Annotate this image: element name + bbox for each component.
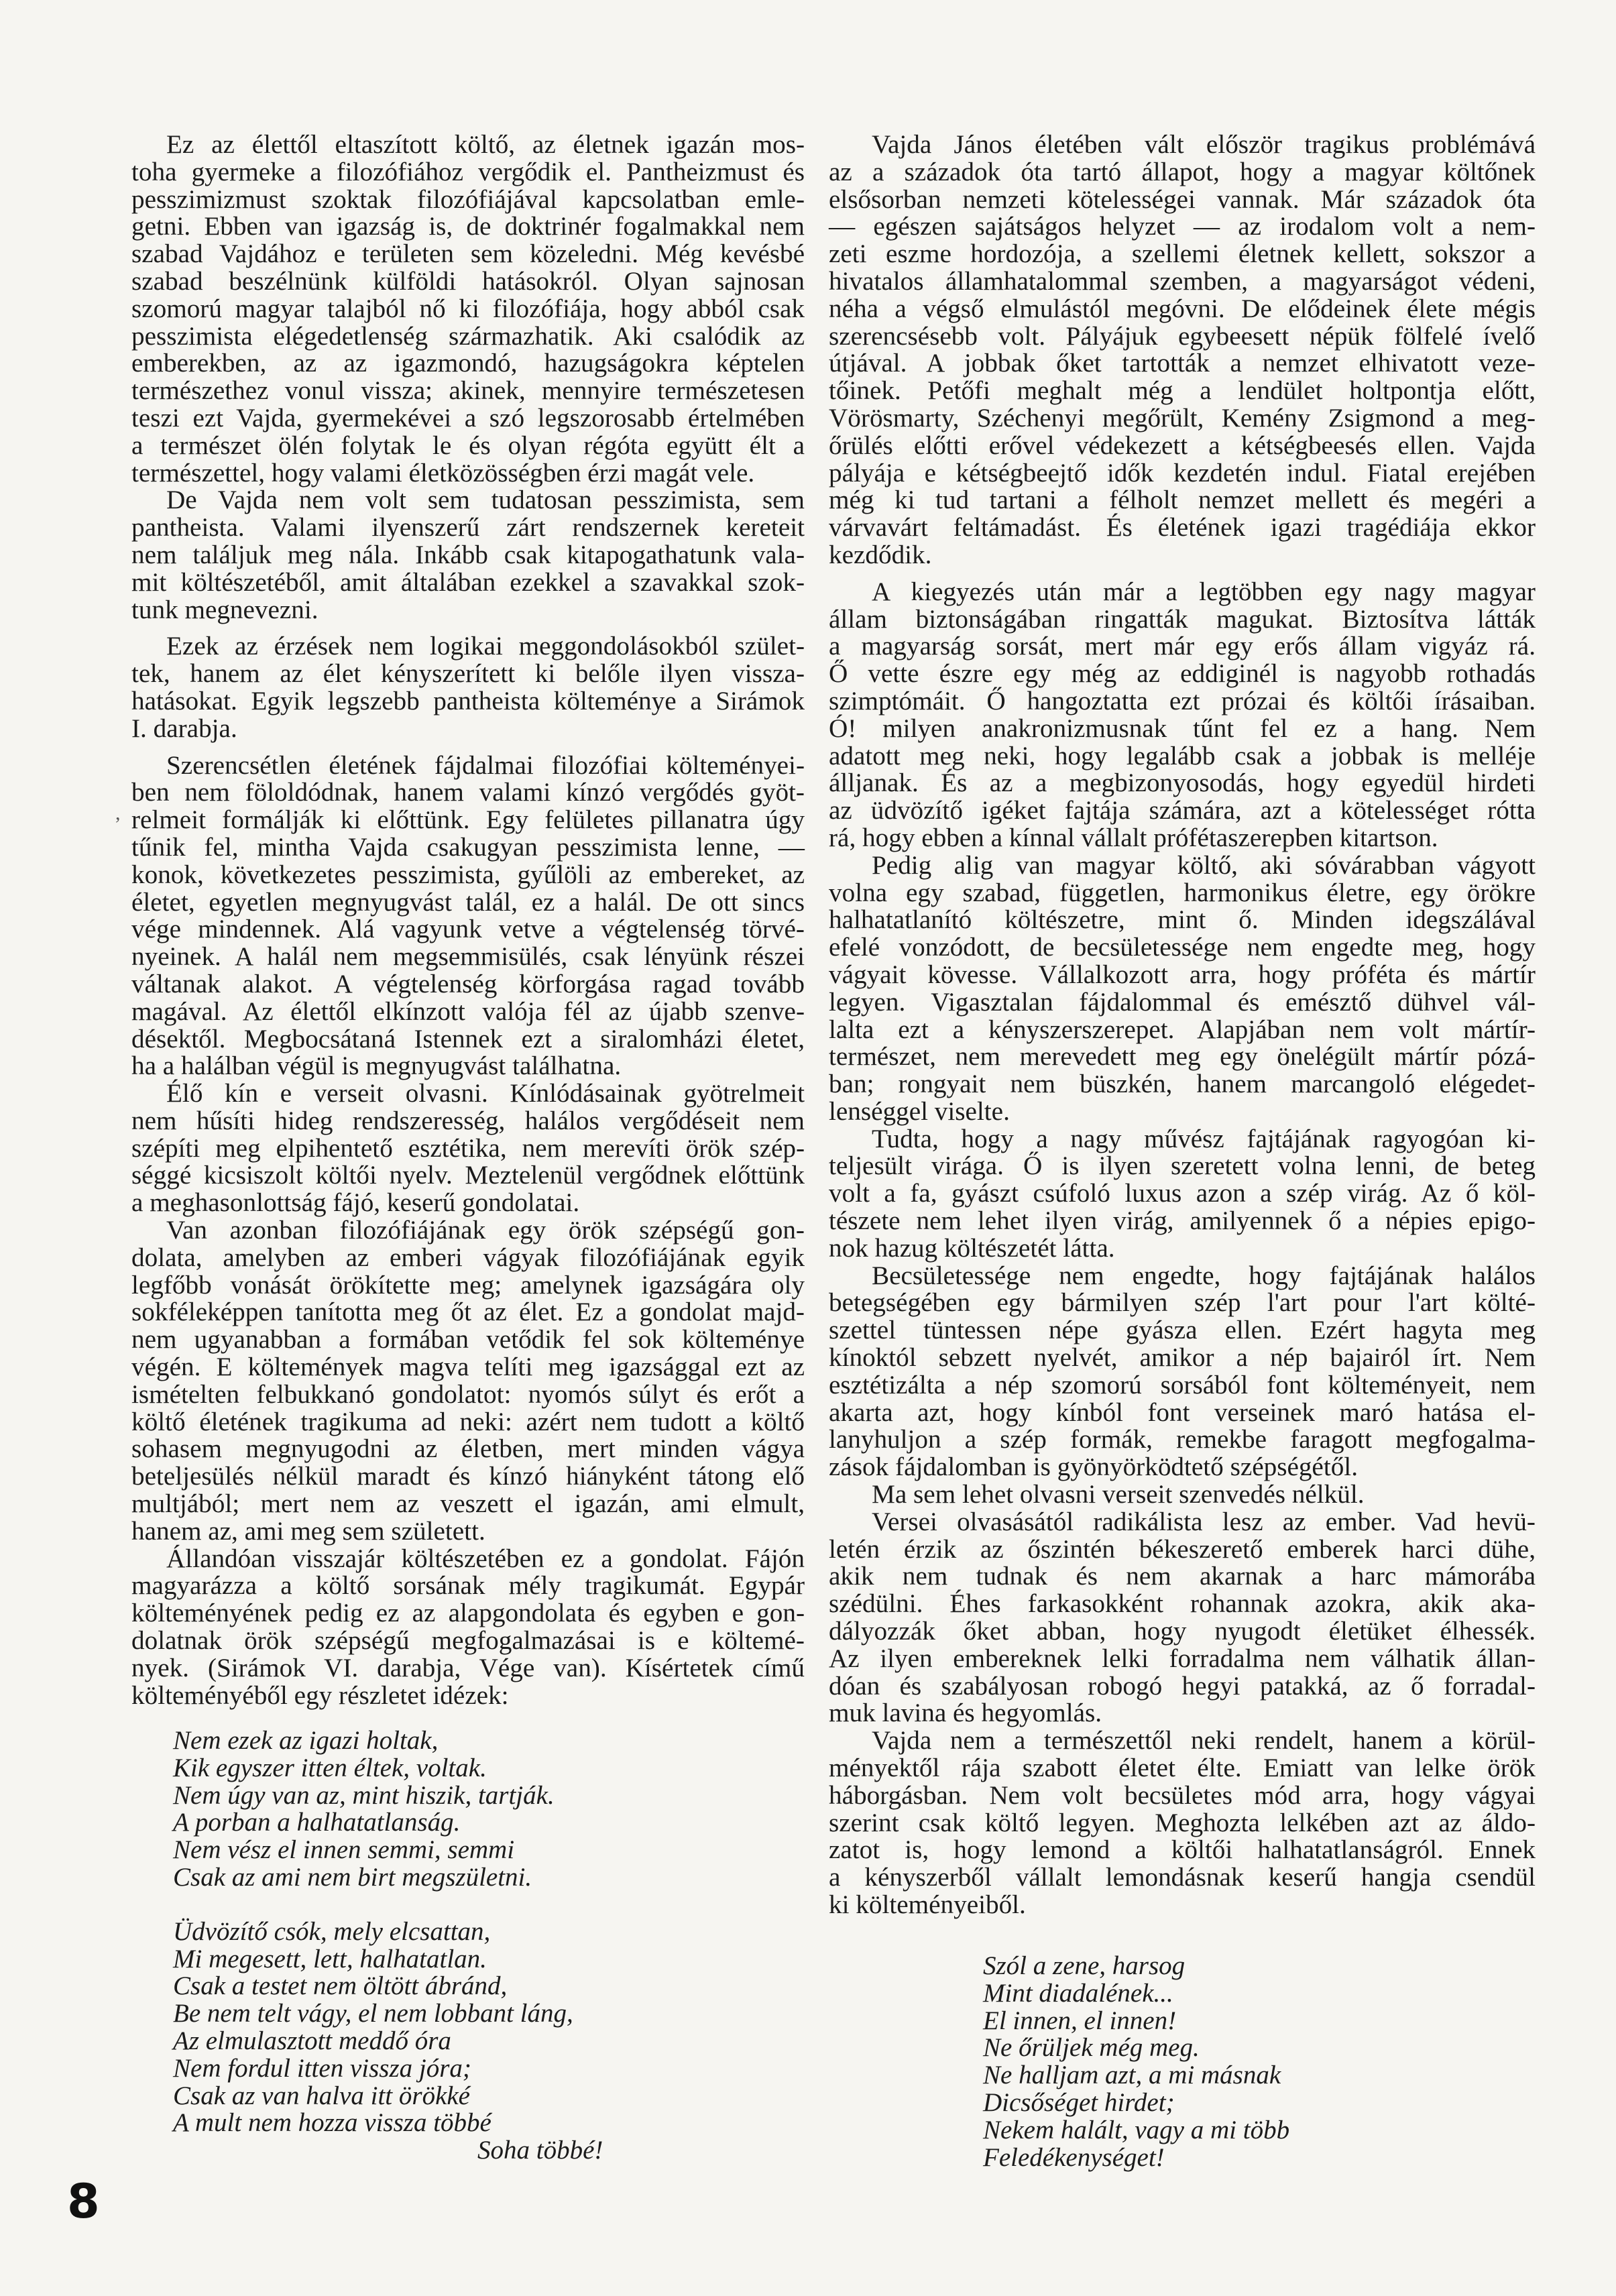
text-line: toha gyermeke a filozófiához vergődik el. Pantheizmust és — [131, 157, 805, 186]
text-line: lenséggel viselte. — [829, 1096, 1010, 1126]
poem-line: Csak a testet nem öltött ábránd, — [173, 1971, 508, 2001]
text-line: teszi ezt Vajda, gyermekévei a szó legszorosabb értelmében — [131, 403, 805, 433]
text-line: életet, egyetlen megnyugvást talál, ez a halál. De ott sincs — [131, 887, 805, 917]
poem-line: Ne halljam azt, a mi másnak — [983, 2061, 1281, 2090]
text-line: nok hazug költészetét látta. — [829, 1233, 1115, 1263]
poem-line: Csak az van halva itt örökké — [173, 2081, 470, 2110]
text-line: szabad beszélnünk külföldi hatásokról. Olyan sajnosan — [131, 266, 805, 296]
text-line: szépíti meg elpihentető esztétika, nem merevíti örök szép- — [131, 1133, 805, 1163]
text-line: Ma sem lehet olvasni verseit szenvedés nélkül. — [872, 1480, 1365, 1509]
text-line: halhatatlanító költészetre, mint ő. Minden idegszálával — [829, 905, 1536, 935]
poem-line: Nekem halált, vagy a mi több — [983, 2115, 1290, 2144]
text-line: kínoktól sebzett nyelvét, amikor a nép bajairól írt. Nem — [829, 1343, 1536, 1373]
text-line: szettel tüntessen népe gyásza ellen. Ezért hagyta meg — [829, 1316, 1536, 1345]
text-line: Élő kín e verseit olvasni. Kínlódásainak gyötrelmeit — [166, 1079, 805, 1108]
poem-line: Nem fordul itten vissza jóra; — [173, 2053, 471, 2083]
text-line: ben nem föloldódnak, hanem valami kínzó vergődés gyöt- — [131, 778, 805, 807]
right-column — [829, 131, 1536, 1919]
text-line: kezdődik. — [829, 540, 932, 569]
text-line: Versei olvasásától radikálista lesz az ember. Vad hevü- — [872, 1507, 1536, 1536]
text-line: a meghasonlottság fájó, keserű gondolatai. — [131, 1188, 580, 1218]
text-line: betegségében egy bármilyen szép l'art pour l'art költé- — [829, 1288, 1536, 1318]
text-line: útjával. A jobbak őket tartották a nemzet elhivatott veze- — [829, 349, 1536, 378]
poem-szol-a-zene — [983, 1953, 1289, 2171]
text-line: Tudta, hogy a nagy művész fajtájának ragyogóan ki- — [872, 1124, 1536, 1153]
text-line: az üdvözítő igéket fajtája számára, azt a kötelességet rótta — [829, 796, 1536, 825]
text-line: Van azonban filozófiájának egy örök szépségű gon- — [166, 1216, 805, 1245]
text-line: állam biztonságában ringatták magukat. Biztosítva látták — [829, 604, 1536, 634]
text-line: Becsületessége nem engedte, hogy fajtájának halálos — [872, 1261, 1536, 1290]
text-line: hatásokat. Egyik legszebb pantheista költeménye a Sirámok — [131, 686, 805, 715]
text-line: a magyarság sorsát, mert már egy erős állam vigyáz rá. — [829, 632, 1536, 661]
text-line: vágyait kövesse. Vállalkozott arra, hogy próféta és mártír — [829, 960, 1536, 989]
text-line: szabad Vajdához e területen sem közeledni. Még kevésbé — [131, 239, 805, 269]
text-line: pályája e kétségbeejtő idők kezdetén indul. Fiatal erejében — [829, 458, 1536, 487]
text-line: magyarázza a költő sorsának mély tragikumát. Egypár — [131, 1571, 805, 1601]
text-line: őrülés előtti erővel védekezett a kétségbeesés ellen. Vajda — [829, 431, 1536, 460]
text-line: zások fájdalomban is gyönyörködtető szépségétől. — [829, 1452, 1358, 1482]
text-line: nem hűsíti hideg rendszeresség, halálos vergődéseit nem — [131, 1106, 805, 1135]
text-line: dályozzák őket abban, hogy nyugodt életüket élhessék. — [829, 1617, 1536, 1646]
poem-line: Mint diadalének... — [983, 1978, 1173, 2008]
stanza-gap — [173, 1892, 603, 1918]
text-line: Ezek az érzések nem logikai meggondolásokból szület- — [166, 632, 805, 661]
text-line: relmeit formálják ki előttünk. Egy felületes pillanatra úgy — [131, 805, 805, 835]
text-line: a kényszerből vállalt lemondásnak keserű hangja csendül — [829, 1863, 1536, 1892]
text-line: volna egy szabad, független, harmonikus életre, egy örökre — [829, 878, 1536, 907]
text-line: természethez vonul vissza; akinek, mennyire természetesen — [131, 376, 805, 406]
text-line: mit költészetéből, amit általában ezekkel a szavakkal szok- — [131, 567, 805, 597]
text-line: költeményének pedig ez az alapgondolata és egyben e gon- — [131, 1599, 805, 1628]
page-number: 8 — [67, 2174, 100, 2229]
text-line: hanem az, ami meg sem született. — [131, 1516, 485, 1546]
text-line: költő életének tragikuma ad neki: azért nem tudott a költő — [131, 1407, 805, 1436]
text-line: Az ilyen embereknek lelki forradalma nem válhatik állan- — [829, 1644, 1536, 1673]
text-line: ban; rongyait nem büszkén, hanem marcangoló elégedet- — [829, 1070, 1536, 1099]
text-line: lanyhuljon a szép formák, remekbe faragott megfogalma- — [829, 1425, 1536, 1454]
poem-line: Szól a zene, harsog — [983, 1951, 1186, 1980]
text-line: — egészen sajátságos helyzet — az irodalom volt a nem- — [829, 212, 1536, 241]
poem-kisertetek-excerpt — [173, 1727, 603, 2165]
text-line: elsősorban nemzeti kötelességei vannak. Már századok óta — [829, 184, 1536, 214]
text-line: tészete nem lehet ilyen virág, amilyennek ő a népies epigo- — [829, 1206, 1536, 1236]
text-line: ismételten felbukkanó gondolatot: nyomós súlyt és erőt a — [131, 1379, 805, 1409]
poem-line: Mi megesett, lett, halhatatlan. — [173, 1944, 487, 1973]
text-line: várvavárt feltámadást. És életének igazi tragédiája ekkor — [829, 513, 1536, 542]
poem-line: Üdvözítő csók, mely elcsattan, — [173, 1916, 491, 1946]
poem-closing-line: Soha többé! — [477, 2136, 603, 2165]
poem-line: Ne őrüljek még meg. — [983, 2033, 1200, 2063]
text-line: természet, nem merevedett meg egy önelégült mártír pózá- — [829, 1042, 1536, 1072]
text-line: tek, hanem az élet kényszerített ki belőle ilyen vissza- — [131, 659, 805, 689]
left-column — [131, 131, 805, 1709]
text-line: esztétizálta a nép szomorú sorsából font költeményeit, nem — [829, 1370, 1536, 1399]
text-line: teljesült virága. Ő is ilyen szeretett volna lenni, de beteg — [829, 1151, 1536, 1181]
poem-line: A mult nem hozza vissza többé — [173, 2108, 492, 2138]
text-line: tűnik fel, mintha Vajda csakugyan pesszimista lenne, — — [131, 832, 805, 862]
text-line: hivatalos államhatalommal szemben, a magyarságot védeni, — [829, 266, 1536, 296]
text-line: háborgásban. Nem volt becsületes mód arra, hogy vágyai — [829, 1780, 1536, 1810]
text-line: ményektől rája szabott életet élte. Emiatt van lelke örök — [829, 1754, 1536, 1783]
text-line: költeményéből egy részletet idézek: — [131, 1680, 509, 1710]
poem-line: Csak az ami nem birt megszületni. — [173, 1862, 532, 1892]
text-line: akarta azt, hogy kínból font verseinek maró hatása el- — [829, 1397, 1536, 1427]
text-line: zeti eszme hordozója, a szellemi életnek kellett, sokszor a — [829, 239, 1536, 269]
poem-line: Feledékenységet! — [983, 2142, 1165, 2172]
text-line: rá, hogy ebben a kínnal vállalt prófétaszerepben kitartson. — [829, 823, 1438, 852]
text-line: séggé kicsiszolt költői nyelv. Meztelenül vergődnek előttünk — [131, 1161, 805, 1190]
text-line: tunk megnevezni. — [131, 595, 319, 624]
text-line: pesszimista elégedetlenség származhatik. Aki csalódik az — [131, 321, 805, 351]
text-line: dolata, amelyben az emberi vágyak filozófiájának egyik — [131, 1243, 805, 1272]
poem-line: Az elmulasztott meddő óra — [173, 2026, 451, 2055]
text-line: pantheista. Valami ilyenszerű zárt rendszernek kereteit — [131, 513, 805, 542]
poem-line: Kik egyszer itten éltek, voltak. — [173, 1753, 487, 1782]
text-line: végén. E költemények magva telíti meg igazsággal ezt az — [131, 1353, 805, 1382]
poem-line: A porban a halhatatlanság. — [173, 1808, 461, 1837]
poem-line: Be nem telt vágy, el nem lobbant láng, — [173, 1999, 573, 2028]
text-line: magával. Az élettől elkínzott valója fél az újabb szenve- — [131, 996, 805, 1026]
text-line: Vajda János életében vált először tragikus problémává — [872, 130, 1536, 159]
text-line: Pedig alig van magyar költő, aki sóvárabban vágyott — [872, 850, 1536, 880]
text-line: váltanak alakot. A végtelenség körforgása ragad tovább — [131, 969, 805, 998]
text-line: szerint csak költő legyen. Meghozta lelkében azt az áldo- — [829, 1808, 1536, 1837]
text-line: nyeinek. A halál nem megsemmisülés, csak lényünk részei — [131, 942, 805, 972]
text-line: sohasem megnyugodni az életben, mert minden vágya — [131, 1434, 805, 1464]
poem-line: Nem vész el innen semmi, semmi — [173, 1835, 515, 1865]
poem-line: El innen, el innen! — [983, 2006, 1177, 2035]
text-line: multjából; mert nem az veszett el igazán, ami elmult, — [131, 1489, 805, 1519]
text-line: szerencsésebb volt. Pályájuk egybeesett népük fölfelé ívelő — [829, 321, 1536, 351]
text-line: efelé vonzódott, de becsületessége nem engedte meg, hogy — [829, 933, 1536, 962]
text-line: adatott meg neki, hogy legalább csak a jobbak is melléje — [829, 741, 1536, 770]
text-line: nyek. (Sirámok VI. darabja, Vége van). Kísértetek című — [131, 1653, 805, 1682]
text-line: ha a halálban végül is megnyugvást találhatna. — [131, 1051, 622, 1081]
text-line: désektől. Megbocsátaná Istennek ezt a siralomházi életet, — [131, 1024, 805, 1053]
text-line: nem ugyanabban a formában vetődik fel sok költeménye — [131, 1325, 805, 1355]
text-line: néha a végső elmulástól megóvni. De elődeinek élete mégis — [829, 294, 1536, 323]
text-line: szédülni. Éhes farkasokként rohannak azokra, akik aka- — [829, 1589, 1536, 1619]
text-line: tőinek. Petőfi meghalt még a lendület holtpontja előtt, — [829, 376, 1536, 406]
text-line: legfőbb vonását örökítette meg; amelynek igazságára oly — [131, 1270, 805, 1300]
text-line: Ez az élettől eltaszított költő, az életnek igazán mos- — [166, 130, 805, 159]
text-line: Vajda nem a természettől neki rendelt, hanem a körül- — [872, 1726, 1536, 1756]
text-line: De Vajda nem volt sem tudatosan pesszimista, sem — [166, 485, 805, 515]
text-line: A kiegyezés után már a legtöbben egy nagy magyar — [872, 577, 1536, 606]
text-line: zatot is, hogy lemond a költői halhatatlanságról. Ennek — [829, 1835, 1536, 1865]
text-line: szomorú magyar talajból nő ki filozófiája, hogy abból csak — [131, 294, 805, 323]
text-line: vége mindennek. Alá vagyunk vetve a végtelenség törvé- — [131, 915, 805, 944]
text-line: még ki tud tartani a félholt nemzet mellett és megéri a — [829, 485, 1536, 515]
text-line: beteljesülés nélkül maradt és kínzó hiányként tátong elő — [131, 1462, 805, 1491]
text-line: Vörösmarty, Széchenyi megőrült, Kemény Zsigmond a meg- — [829, 403, 1536, 433]
text-line: emberekben, az az igazmondó, hazugságokra képtelen — [131, 349, 805, 378]
text-line: pesszimizmust szoktak filozófiájával kapcsolatban emle- — [131, 184, 805, 214]
text-line: az a századok óta tartó állapot, hogy a magyar költőnek — [829, 157, 1536, 186]
text-line: ki költeményeiből. — [829, 1890, 1026, 1919]
text-line: Szerencsétlen életének fájdalmai filozófiai költeményei- — [166, 750, 805, 780]
text-line: dolatnak örök szépségű megfogalmazásai is e költemé- — [131, 1626, 805, 1656]
text-line: lalta ezt a kényszerszerepet. Alapjában nem volt mártír- — [829, 1015, 1536, 1044]
text-line: volt a fa, gyászt csúfoló luxus azon a szép virág. Az ő köl- — [829, 1179, 1536, 1208]
text-line: getni. Ebben van igazság is, de doktrinér fogalmakkal nem — [131, 212, 805, 241]
text-line: Ő vette észre egy még az eddiginél is nagyobb rothadás — [829, 659, 1536, 689]
text-line: Ó! milyen anakronizmusnak tűnt fel ez a hang. Nem — [829, 713, 1536, 743]
text-line: szimptómáit. Ő hangoztatta ezt prózai és költői írásaiban. — [829, 686, 1536, 715]
text-line: letén érzik az őszintén békeszerető emberek harci dühe, — [829, 1534, 1536, 1564]
text-line: Állandóan visszajár költészetében ez a gondolat. Fájón — [166, 1544, 805, 1573]
margin-mark: , — [115, 802, 121, 824]
poem-line: Nem ezek az igazi holtak, — [173, 1726, 439, 1755]
text-line: akik nem tudnak és nem akarnak a harc mámorába — [829, 1562, 1536, 1591]
poem-line: Dicsőséget hirdet; — [983, 2087, 1175, 2117]
text-line: konok, következetes pesszimista, gyűlöli az embereket, az — [131, 860, 805, 889]
text-line: dóan és szabályosan robogó hegyi patakká, az ő forradal- — [829, 1671, 1536, 1701]
text-line: álljanak. És az a megbizonyosodás, hogy egyedül hirdeti — [829, 768, 1536, 798]
text-line: I. darabja. — [131, 713, 237, 743]
text-line: természettel, hogy valami életközösségben érzi magát vele. — [131, 458, 755, 487]
text-line: muk lavina és hegyomlás. — [829, 1699, 1102, 1728]
text-line: legyen. Vigasztalan fájdalommal és emésztő dühvel vál- — [829, 987, 1536, 1017]
text-line: nem találjuk meg nála. Inkább csak kitapogathatunk vala- — [131, 540, 805, 569]
text-line: a természet ölén folytak le és olyan régóta együtt élt a — [131, 431, 805, 460]
poem-line: Nem úgy van az, mint hiszik, tartják. — [173, 1780, 555, 1810]
text-line: sokféleképpen tanította meg őt az élet. Ez a gondolat majd- — [131, 1298, 805, 1327]
